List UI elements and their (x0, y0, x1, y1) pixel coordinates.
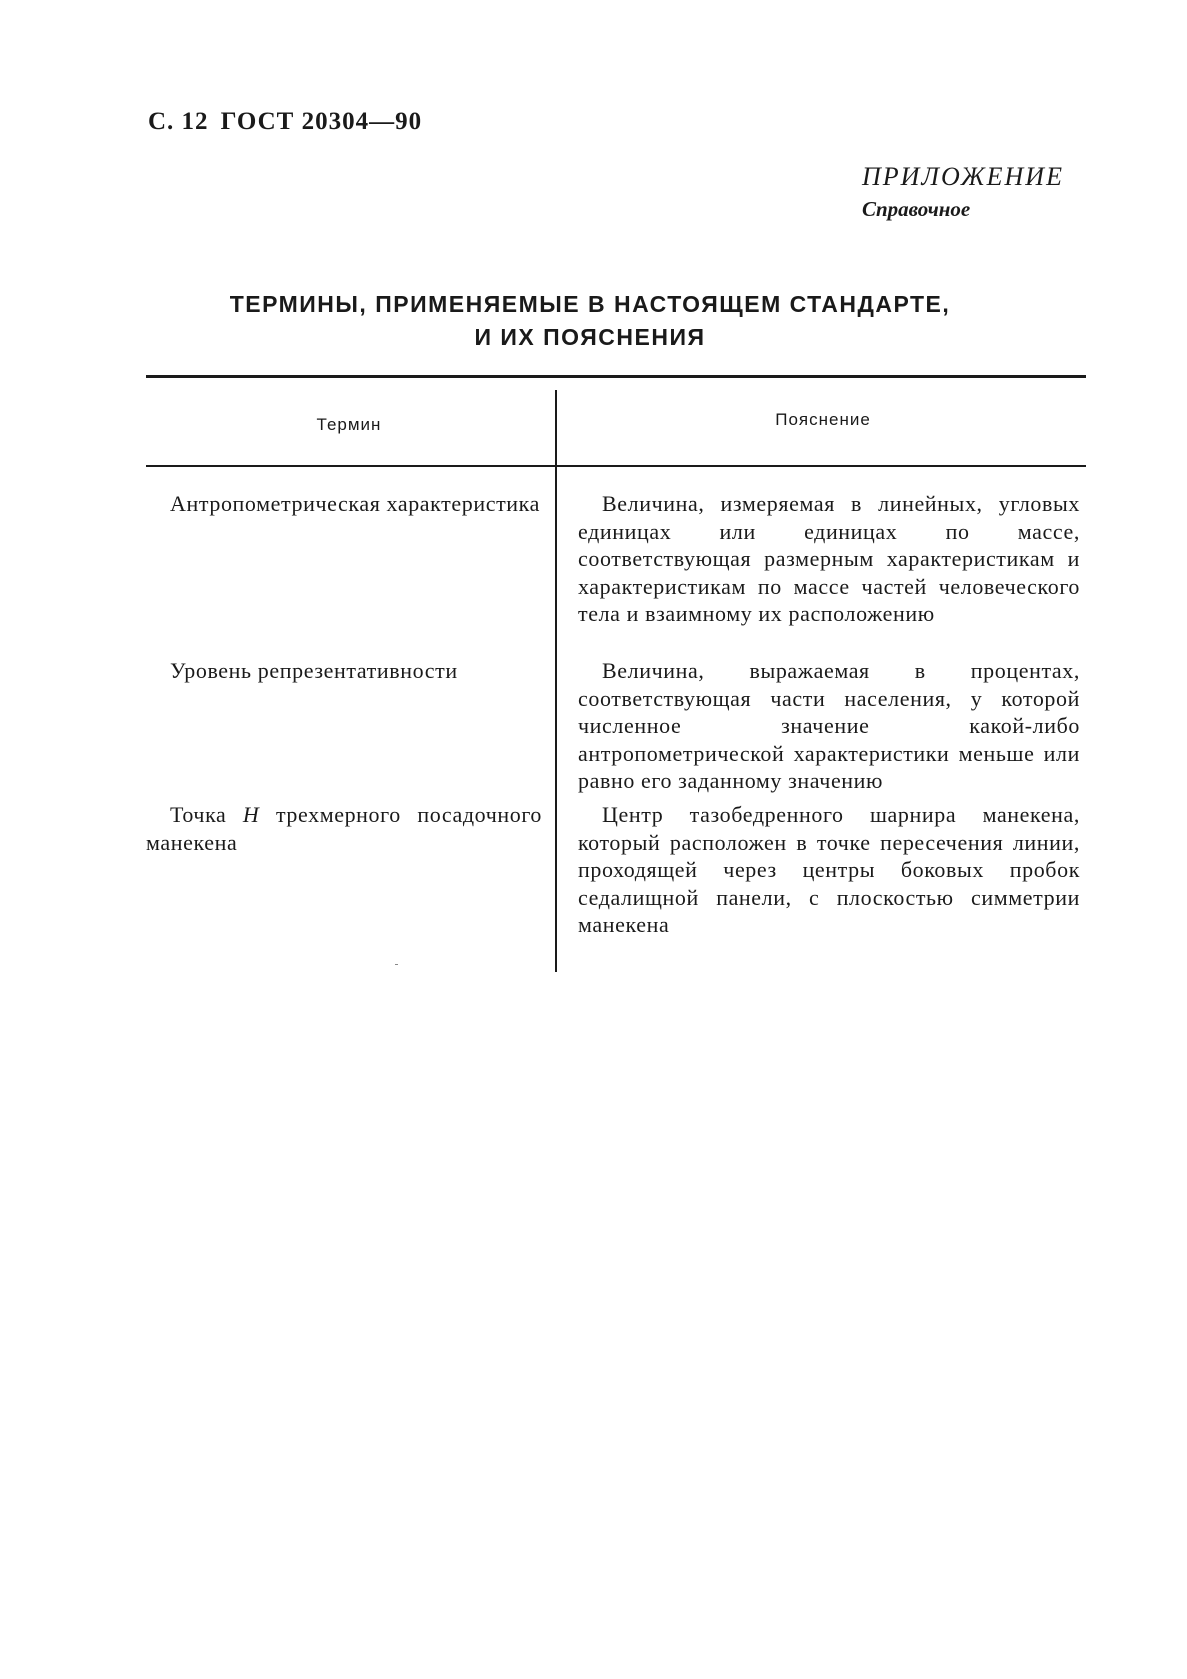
table-row-3-term (146, 801, 542, 856)
term-prefix: Точка (170, 802, 243, 827)
table-row-2-term: Уровень репрезентативности (170, 658, 458, 683)
page-number: С. 12 (148, 108, 209, 135)
table-top-rule (146, 375, 1086, 378)
table-header-rule (146, 465, 1086, 467)
document-title-line-2: И ИХ ПОЯСНЕНИЯ (474, 324, 706, 350)
page-header (148, 108, 422, 136)
document-title (150, 288, 1030, 354)
document-title-line-1: ТЕРМИНЫ, ПРИМЕНЯЕМЫЕ В НАСТОЯЩЕМ СТАНДАРТЕ, (229, 291, 951, 317)
standard-number: ГОСТ 20304—90 (220, 108, 423, 135)
table-row-1-term: Антропометрическая характеристика (170, 491, 540, 516)
scan-speck (395, 964, 398, 965)
term-suffix: трехмерного посадочного манекена (146, 802, 543, 855)
term-symbol-h: H (242, 802, 260, 827)
table-row-3-explanation: Центр тазобедренного шарнира манекена, который расположен в точке пересечения линии, проходящей через центры боковых пробок седалищной панели, с плоскостью симметрии манекена (578, 802, 1080, 937)
appendix-title: ПРИЛОЖЕНИЕ (862, 162, 1064, 191)
table-row-2-explanation: Величина, выражаемая в процентах, соответствующая части населения, у которой численное значение какой-либо антропометрической характеристики меньше или равно его заданному значению (578, 658, 1080, 793)
appendix-label (862, 160, 1112, 224)
appendix-subtitle: Справочное (862, 197, 971, 221)
column-header-explanation: Пояснение (775, 410, 871, 429)
column-header-term: Термин (316, 415, 382, 434)
table-column-divider (555, 390, 557, 972)
table-row-1-explanation: Величина, измеряемая в линейных, угловых единицах или единицах по массе, соответствующая размерным характеристикам и характеристикам по массе частей человеческого тела и взаимному их расположению (578, 491, 1080, 626)
